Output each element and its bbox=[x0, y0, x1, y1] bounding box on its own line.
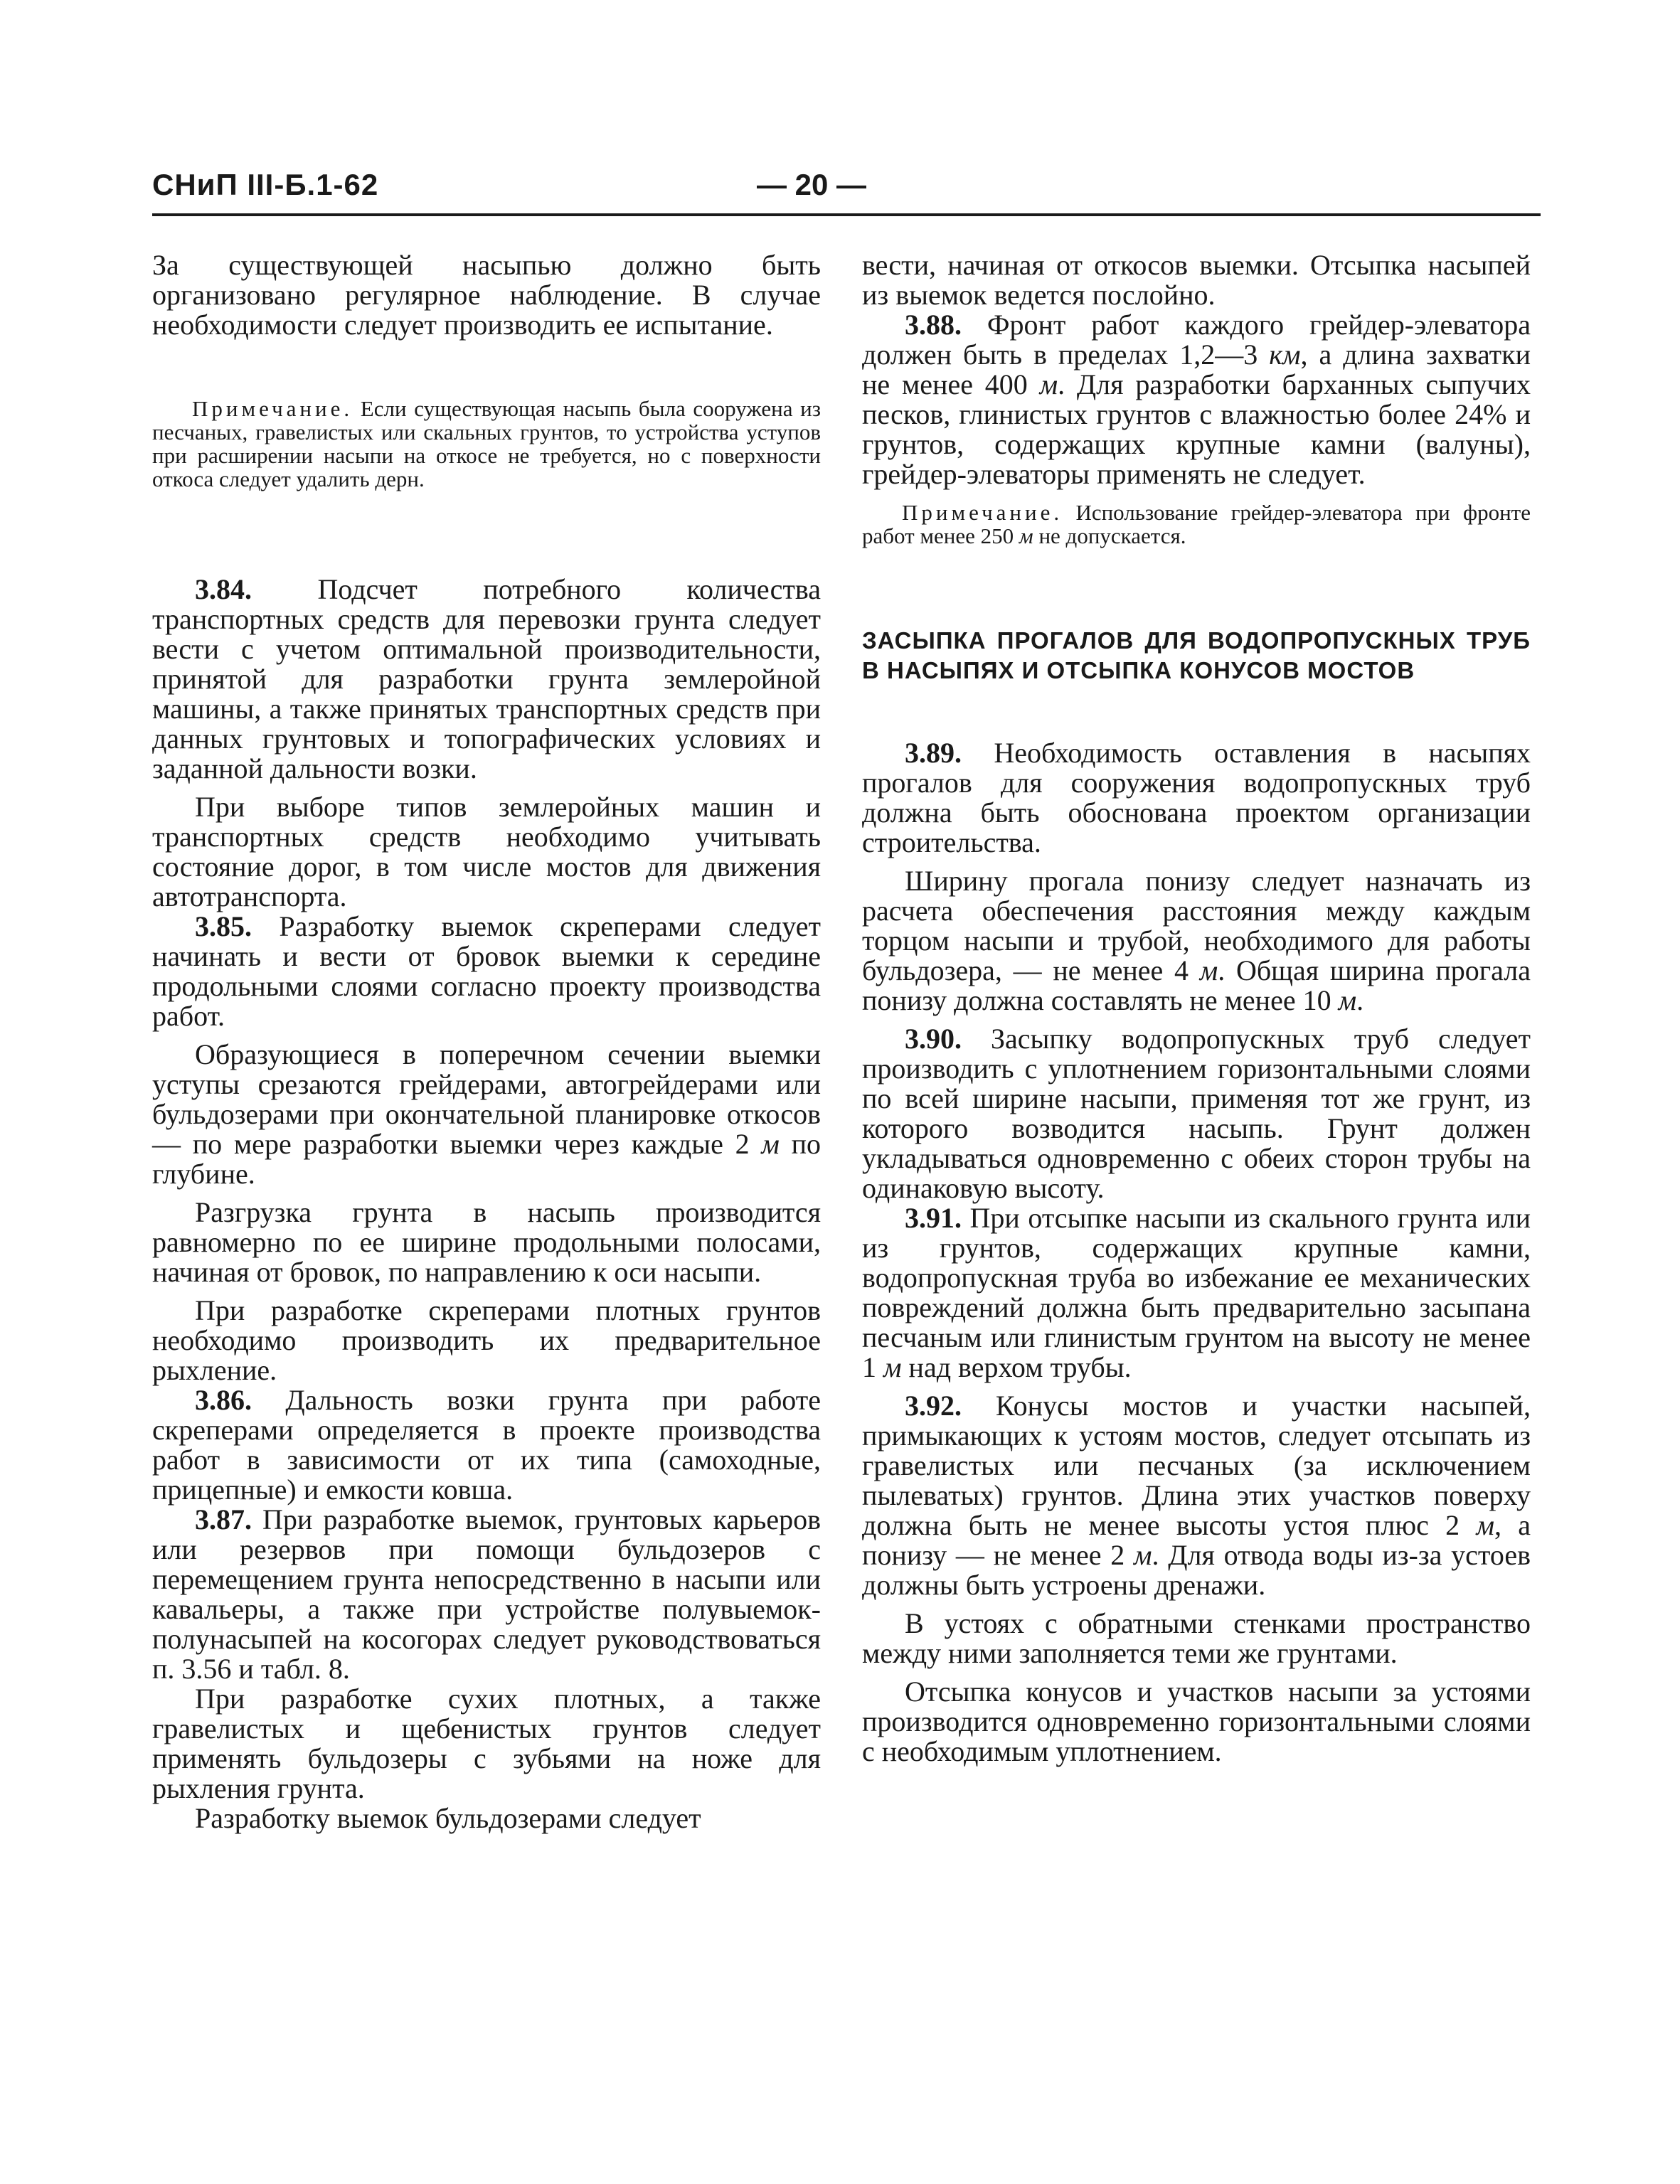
paragraph-text: При отсыпке насыпи из скального грунта или из грунтов, содержащих крупные камни, водопропускная труба во избежание ее механических повреждений должна быть предварительно засыпана песчаным или глинистым грунтом на высоту не менее 1 bbox=[862, 1202, 1531, 1383]
note-label: Примечание. bbox=[902, 500, 1063, 525]
paragraph-3-89-cont bbox=[862, 866, 1531, 1016]
paragraph-3-87 bbox=[152, 1505, 821, 1684]
paragraph-3-92-end: Отсыпка конусов и участков насыпи за устоями производится одновременно горизонтальными слоями с необходимым уплотнением. bbox=[862, 1676, 1531, 1767]
paragraph-text: Дальность возки грунта при работе скреперами определяется в проекте производства работ в зависимости от их типа (самоходные, прицепные) и емкости ковша. bbox=[152, 1384, 821, 1506]
paragraph-3-85-loosening: При разработке скреперами плотных грунтов необходимо производить их предварительное рыхление. bbox=[152, 1294, 821, 1386]
paragraph-3-85-cont bbox=[152, 1040, 821, 1189]
note-text: Если существующая насыпь была сооружена из песчаных, гравелистых или скальных грунтов, то устройства уступов при расширении насыпи на откосе не требуется, но с поверхности откоса следует удалить дерн. bbox=[152, 396, 821, 491]
paragraph-text: . Для отвода воды из-за устоев должны быть устроены дренажи. bbox=[862, 1539, 1531, 1601]
paragraph-3-92 bbox=[862, 1391, 1531, 1600]
paragraph-number: 3.91. bbox=[905, 1202, 962, 1234]
document-code: СНиП III-Б.1-62 bbox=[152, 168, 379, 201]
left-column bbox=[152, 250, 821, 1833]
paragraph-text: Образующиеся в поперечном сечении выемки уступы срезаются грейдерами, автогрейдерами или бульдозерами при окончательной планировке откосов — по мере разработки выемки через каждые 2 bbox=[152, 1038, 821, 1160]
paragraph-3-87-cont: При разработке сухих плотных, а также гравелистых и щебенистых грунтов следует применять бульдозеры с зубьями на ноже для рыхления грунта. bbox=[152, 1683, 821, 1804]
paragraph-3-84 bbox=[152, 575, 821, 784]
paragraph-3-87-end: Разработку выемок бульдозерами следует bbox=[195, 1802, 701, 1834]
paragraph-number: 3.89. bbox=[905, 737, 962, 769]
unit: м bbox=[1019, 523, 1033, 548]
paragraph-number: 3.87. bbox=[195, 1503, 252, 1535]
page-number: — 20 — bbox=[757, 168, 867, 201]
paragraph-text: Ширину прогала понизу следует назначать из расчета обеспечения расстояния между каждым торцом насыпи и трубой, необходимого для работы бульдозера, — не менее 4 bbox=[862, 865, 1531, 986]
paragraph-text: Подсчет потребного количества транспортных средств для перевозки грунта следует вести с учетом оптимальной производительности, принятой для разработки грунта землеройной машины, а также принятых транспортных средств при данных грунтовых и топографических условиях и заданной дальности возки. bbox=[152, 573, 821, 784]
unit: м bbox=[1476, 1509, 1494, 1541]
right-column bbox=[862, 250, 1531, 1767]
paragraph-number: 3.88. bbox=[905, 309, 962, 341]
paragraph-text: по глубине. bbox=[152, 1128, 821, 1190]
paragraph-text: . Для разработки барханных сыпучих песков, глинистых грунтов с влажностью более 24% и грунтов, содержащих крупные камни (валуны), грейдер-элеваторы применять не следует. bbox=[862, 368, 1531, 490]
paragraph-3-85 bbox=[152, 912, 821, 1031]
unit: м bbox=[761, 1128, 780, 1160]
header-rule bbox=[152, 213, 1541, 216]
note-paragraph bbox=[152, 397, 821, 491]
note-text: Использование грейдер-элеватора при фронте работ менее 250 bbox=[862, 500, 1531, 548]
paragraph-3-84-cont: При выборе типов землеройных машин и транспортных средств необходимо учитывать состояние дорог, в том числе мостов для движения автотранспорта. bbox=[152, 791, 821, 912]
paragraph-number: 3.85. bbox=[195, 910, 252, 942]
paragraph-3-86 bbox=[152, 1385, 821, 1505]
paragraph-number: 3.86. bbox=[195, 1384, 252, 1416]
paragraph-number: 3.84. bbox=[195, 573, 252, 605]
paragraph-3-88 bbox=[862, 310, 1531, 489]
unit: км bbox=[1269, 339, 1301, 371]
section-heading: ЗАСЫПКА ПРОГАЛОВ ДЛЯ ВОДОПРОПУСКНЫХ ТРУБ В НАСЫПЯХ И ОТСЫПКА КОНУСОВ МОСТОВ bbox=[862, 627, 1531, 683]
unit: м bbox=[1039, 368, 1058, 400]
paragraph-3-90 bbox=[862, 1024, 1531, 1203]
paragraph-text: Фронт работ каждого грейдер-элеватора должен быть в пределах 1,2—3 bbox=[862, 309, 1531, 371]
paragraph-3-91 bbox=[862, 1203, 1531, 1383]
unit: м bbox=[1199, 954, 1218, 986]
paragraph-text: . Общая ширина прогала понизу должна составлять не менее 10 bbox=[862, 954, 1531, 1016]
unit: м bbox=[1134, 1539, 1152, 1571]
paragraph-text: над верхом трубы. bbox=[901, 1351, 1132, 1383]
paragraph-3-92-cont: В устоях с обратными стенками пространство между ними заполняется теми же грунтами. bbox=[862, 1607, 1531, 1669]
paragraph-text: . bbox=[1356, 984, 1364, 1016]
paragraph-text: , а длина захватки не менее 400 bbox=[862, 339, 1531, 400]
note-paragraph bbox=[862, 501, 1531, 548]
paragraph-text: Засыпку водопропускных труб следует производить с уплотнением горизонтальными слоями по всей ширине насыпи, применяя тот же грунт, из которого возводится насыпь. Грунт должен укладываться одновременно с обеих сторон трубы на одинаковую высоту. bbox=[862, 1023, 1531, 1204]
paragraph-3-89 bbox=[862, 738, 1531, 858]
paragraph-number: 3.92. bbox=[905, 1390, 962, 1422]
note-label: Примечание. bbox=[192, 396, 353, 421]
paragraph-3-85-unloading: Разгрузка грунта в насыпь производится равномерно по ее ширине продольными полосами, начиная от бровок, по направлению к оси насыпи. bbox=[152, 1196, 821, 1288]
paragraph-text: , а понизу — не менее 2 bbox=[862, 1509, 1531, 1571]
page-header bbox=[152, 168, 1541, 213]
note-text: не допускается. bbox=[1033, 523, 1186, 548]
unit: м bbox=[1338, 984, 1357, 1016]
continued-paragraph: вести, начиная от откосов выемки. Отсыпка насыпей из выемок ведется послойно. bbox=[862, 249, 1531, 311]
unit: м bbox=[883, 1351, 902, 1383]
intro-paragraph: За существующей насыпью должно быть организовано регулярное наблюдение. В случае необходимости следует производить ее испытание. bbox=[152, 249, 821, 341]
paragraph-number: 3.90. bbox=[905, 1023, 962, 1055]
paragraph-text: Разработку выемок скреперами следует начинать и вести от бровок выемки к середине продольными слоями согласно проекту производства работ. bbox=[152, 910, 821, 1032]
paragraph-text: Конусы мостов и участки насыпей, примыкающих к устоям мостов, следует отсыпать из гравелистых или песчаных (за исключением пылеватых) грунтов. Длина этих участков поверху должна быть не менее высоты устоя плюс 2 bbox=[862, 1390, 1531, 1541]
paragraph-text: Необходимость оставления в насыпях прогалов для сооружения водопропускных труб должна быть обоснована проектом организации строительства. bbox=[862, 737, 1531, 858]
paragraph-text: При разработке выемок, грунтовых карьеров или резервов при помощи бульдозеров с перемещением грунта непосредственно в насыпи или кавальеры, а также при устройстве полувыемок-полунасыпей на косогорах следует руководствоваться п. 3.56 и табл. 8. bbox=[152, 1503, 821, 1685]
